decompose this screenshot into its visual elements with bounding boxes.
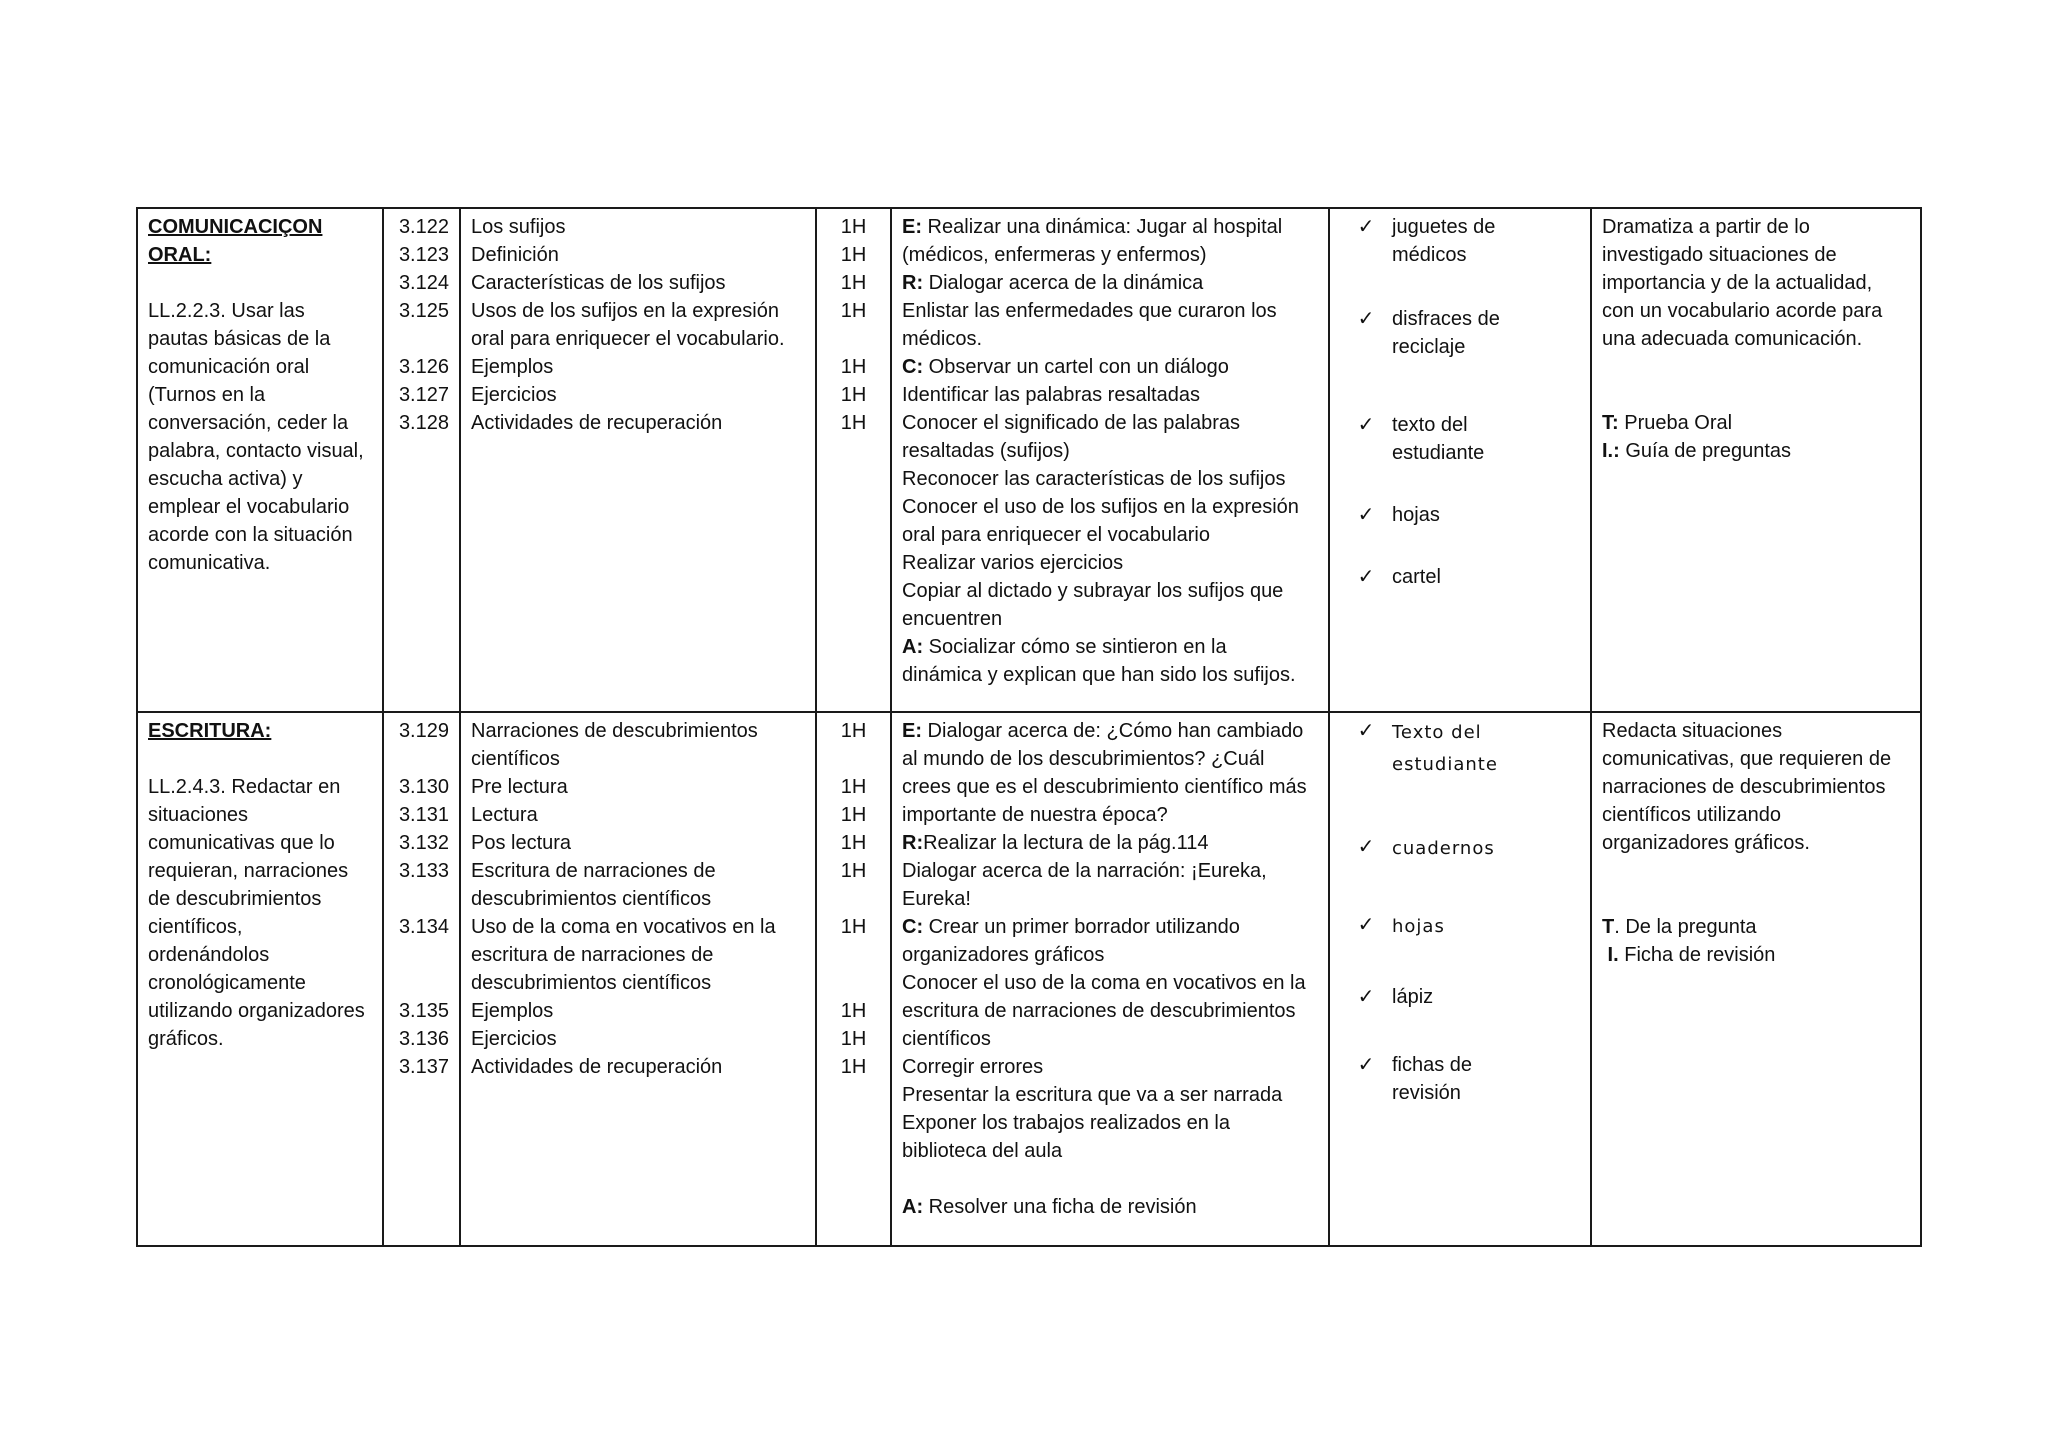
hours-value: 1H xyxy=(840,272,867,294)
planning-table xyxy=(136,207,1922,1247)
resource-text xyxy=(1392,833,1495,865)
evaluation-line xyxy=(1602,717,1910,745)
evaluation-text: comunicativas, que requieren de xyxy=(1602,748,1892,770)
evaluation-key: T xyxy=(1602,916,1615,938)
content-line: Lectura xyxy=(471,804,538,826)
content-line: descubrimientos científicos xyxy=(471,888,712,910)
hours-value: 1H xyxy=(840,412,867,434)
evaluation-text: organizadores gráficos. xyxy=(1602,832,1810,854)
skill-text-line: (Turnos en la xyxy=(148,384,266,406)
content-number xyxy=(394,745,449,773)
skill-text-line: de descubrimientos xyxy=(148,888,322,910)
content-number: 3.128 xyxy=(398,412,449,434)
activity-line xyxy=(902,913,1318,941)
activity-line xyxy=(902,773,1318,801)
resource-text xyxy=(1392,213,1495,269)
evaluation-text: científicos utilizando xyxy=(1602,804,1781,826)
resource-line: médicos xyxy=(1392,244,1467,266)
activity-line xyxy=(902,409,1318,437)
evaluation-line xyxy=(1602,297,1910,325)
content-number: 3.125 xyxy=(398,300,449,322)
resource-text xyxy=(1392,411,1484,467)
resource-line: disfraces de xyxy=(1392,308,1500,330)
resource-line: fichas de xyxy=(1392,1054,1473,1076)
skill-text-line: ordenándolos xyxy=(148,944,270,966)
evaluation-line xyxy=(1602,885,1910,913)
evaluation-key: I.: xyxy=(1602,440,1620,462)
hours-value: 1H xyxy=(840,1056,867,1078)
activity-text: Dialogar acerca de la dinámica xyxy=(923,272,1204,294)
skill-text-line: pautas básicas de la xyxy=(148,328,331,350)
content-number xyxy=(394,941,449,969)
evaluation-key: T: xyxy=(1602,412,1619,434)
content-number: 3.130 xyxy=(398,776,449,798)
check-icon: ✓ xyxy=(1357,1054,1375,1076)
hours-value: 1H xyxy=(840,804,867,826)
activity-text: Reconocer las características de los sufijos xyxy=(902,468,1286,490)
check-icon: ✓ xyxy=(1357,216,1375,238)
hours-value: 1H xyxy=(840,1028,867,1050)
numbers-cell xyxy=(383,712,460,1246)
content-number: 3.122 xyxy=(398,216,449,238)
activity-line xyxy=(902,997,1318,1025)
activity-line xyxy=(902,213,1318,241)
resource-item xyxy=(1340,305,1580,361)
content-number: 3.133 xyxy=(398,860,449,882)
check-icon: ✓ xyxy=(1357,986,1375,1008)
activity-phase-key: R: xyxy=(902,832,924,854)
content-line: Definición xyxy=(471,244,559,266)
activity-text: Realizar varios ejercicios xyxy=(902,552,1124,574)
activity-line xyxy=(902,437,1318,465)
activity-line xyxy=(902,269,1318,297)
skill-text-line: escucha activa) y xyxy=(148,468,303,490)
skill-text-line: LL.2.4.3. Redactar en xyxy=(148,776,341,798)
activity-text: encuentren xyxy=(902,608,1003,630)
evaluation-key: I. xyxy=(1602,944,1619,966)
hours-value xyxy=(827,325,880,353)
content-line: Usos de los sufijos en la expresión xyxy=(471,300,779,322)
skill-text-line: palabra, contacto visual, xyxy=(148,440,364,462)
skill-text-line: situaciones xyxy=(148,804,249,826)
activity-line xyxy=(902,661,1318,689)
activity-phase-key: E: xyxy=(902,720,922,742)
hours-value xyxy=(827,941,880,969)
activity-line xyxy=(902,577,1318,605)
evaluation-line xyxy=(1602,241,1910,269)
activity-phase-key: C: xyxy=(902,356,924,378)
activity-line xyxy=(902,745,1318,773)
evaluation-line xyxy=(1602,941,1910,969)
resource-item xyxy=(1340,213,1580,269)
content-number: 3.124 xyxy=(398,272,449,294)
activity-line xyxy=(902,1053,1318,1081)
resource-item xyxy=(1340,911,1580,943)
activity-line xyxy=(902,1109,1318,1137)
activity-line xyxy=(902,493,1318,521)
resource-text xyxy=(1392,1051,1472,1107)
hours-value: 1H xyxy=(840,216,867,238)
activity-line xyxy=(902,969,1318,997)
activity-text: científicos xyxy=(902,1028,991,1050)
activity-phase-key: A: xyxy=(902,1196,924,1218)
evaluation-line xyxy=(1602,913,1910,941)
skill-description xyxy=(148,773,372,1053)
evaluation-line xyxy=(1602,381,1910,409)
resource-line: cartel xyxy=(1392,566,1441,588)
content-line: Actividades de recuperación xyxy=(471,412,723,434)
resource-text xyxy=(1392,305,1500,361)
content-number xyxy=(394,885,449,913)
activity-text: Copiar al dictado y subrayar los sufijos que xyxy=(902,580,1284,602)
hours-value: 1H xyxy=(840,860,867,882)
activity-text: oral para enriquecer el vocabulario xyxy=(902,524,1210,546)
activity-line xyxy=(902,521,1318,549)
skill-text-line: LL.2.2.3. Usar las xyxy=(148,300,305,322)
activity-text: resaltadas (sufijos) xyxy=(902,440,1070,462)
hours-cell xyxy=(816,712,891,1246)
evaluation-line xyxy=(1602,773,1910,801)
activity-text: médicos. xyxy=(902,328,983,350)
resource-line: revisión xyxy=(1392,1082,1461,1104)
activity-text: Conocer el uso de la coma en vocativos en la xyxy=(902,972,1306,994)
evaluation-cell xyxy=(1591,712,1921,1246)
resource-line: reciclaje xyxy=(1392,336,1466,358)
resource-item xyxy=(1340,501,1580,529)
activity-text: organizadores gráficos xyxy=(902,944,1105,966)
check-icon: ✓ xyxy=(1357,414,1375,436)
hours-value: 1H xyxy=(840,300,867,322)
content-line: Ejercicios xyxy=(471,384,557,406)
activity-line xyxy=(902,633,1318,661)
evaluation-text: una adecuada comunicación. xyxy=(1602,328,1863,350)
evaluation-text: Redacta situaciones xyxy=(1602,720,1783,742)
resource-text xyxy=(1392,563,1441,591)
content-number: 3.123 xyxy=(398,244,449,266)
skill-cell xyxy=(137,712,383,1246)
activity-line xyxy=(902,353,1318,381)
table-row xyxy=(137,712,1921,1246)
activity-line xyxy=(902,549,1318,577)
hours-value: 1H xyxy=(840,384,867,406)
evaluation-text: importancia y de la actualidad, xyxy=(1602,272,1873,294)
content-line: Escritura de narraciones de xyxy=(471,860,716,882)
content-line: descubrimientos científicos xyxy=(471,972,712,994)
check-icon: ✓ xyxy=(1357,914,1375,936)
resource-line: hojas xyxy=(1392,916,1445,937)
hours-cell xyxy=(816,208,891,712)
activity-line xyxy=(902,381,1318,409)
contents-cell xyxy=(460,712,816,1246)
activity-line xyxy=(902,1165,1318,1193)
activities-cell xyxy=(891,208,1329,712)
evaluation-line xyxy=(1602,745,1910,773)
content-number: 3.137 xyxy=(398,1056,449,1078)
content-number xyxy=(394,969,449,997)
resource-item xyxy=(1340,833,1580,865)
content-line: Pos lectura xyxy=(471,832,572,854)
content-number: 3.136 xyxy=(398,1028,449,1050)
content-line: Características de los sufijos xyxy=(471,272,726,294)
activity-line xyxy=(902,941,1318,969)
activity-line xyxy=(902,857,1318,885)
activity-line xyxy=(902,605,1318,633)
resource-item xyxy=(1340,1051,1580,1107)
hours-value: 1H xyxy=(840,244,867,266)
resource-text xyxy=(1392,501,1440,529)
activity-text: Crear un primer borrador utilizando xyxy=(923,916,1240,938)
check-icon: ✓ xyxy=(1357,720,1375,742)
content-number: 3.132 xyxy=(398,832,449,854)
activity-text: crees que es el descubrimiento científico más xyxy=(902,776,1307,798)
activity-phase-key: R: xyxy=(902,272,924,294)
evaluation-line xyxy=(1602,801,1910,829)
evaluation-text: con un vocabulario acorde para xyxy=(1602,300,1883,322)
evaluation-text: narraciones de descubrimientos xyxy=(1602,776,1886,798)
skill-title xyxy=(148,717,372,745)
activity-text: Corregir errores xyxy=(902,1056,1044,1078)
activity-line xyxy=(902,1081,1318,1109)
skill-text-line: conversación, ceder la xyxy=(148,412,349,434)
activity-text: Conocer el significado de las palabras xyxy=(902,412,1240,434)
evaluation-text: Dramatiza a partir de lo xyxy=(1602,216,1810,238)
hours-value: 1H xyxy=(840,1000,867,1022)
activity-text: importante de nuestra época? xyxy=(902,804,1168,826)
skill-title-line: ESCRITURA: xyxy=(148,720,272,742)
evaluation-text: Prueba Oral xyxy=(1618,412,1733,434)
content-number: 3.129 xyxy=(398,720,449,742)
evaluation-text: . De la pregunta xyxy=(1614,916,1757,938)
skill-title xyxy=(148,213,372,269)
content-line: Narraciones de descubrimientos xyxy=(471,720,758,742)
skill-text-line: comunicación oral xyxy=(148,356,310,378)
evaluation-line xyxy=(1602,353,1910,381)
content-number: 3.131 xyxy=(398,804,449,826)
check-icon: ✓ xyxy=(1357,836,1375,858)
resource-item xyxy=(1340,411,1580,467)
activity-phase-key: C: xyxy=(902,916,924,938)
evaluation-text: investigado situaciones de xyxy=(1602,244,1837,266)
skill-text-line: requieran, narraciones xyxy=(148,860,349,882)
skill-text-line: cronológicamente xyxy=(148,972,306,994)
content-number: 3.126 xyxy=(398,356,449,378)
check-icon: ✓ xyxy=(1357,308,1375,330)
activity-text: Presentar la escritura que va a ser narrada xyxy=(902,1084,1283,1106)
hours-value xyxy=(827,885,880,913)
activities-cell xyxy=(891,712,1329,1246)
check-icon: ✓ xyxy=(1357,566,1375,588)
content-line: escritura de narraciones de xyxy=(471,944,714,966)
resource-text xyxy=(1392,911,1445,943)
activity-line xyxy=(902,325,1318,353)
activity-text: Observar un cartel con un diálogo xyxy=(923,356,1229,378)
numbers-cell xyxy=(383,208,460,712)
activity-text: Realizar una dinámica: Jugar al hospital xyxy=(922,216,1283,238)
resource-line: cuadernos xyxy=(1392,838,1495,859)
activity-line xyxy=(902,241,1318,269)
evaluation-line xyxy=(1602,437,1910,465)
resource-line: lápiz xyxy=(1392,986,1434,1008)
resource-item xyxy=(1340,717,1580,781)
activity-text: Eureka! xyxy=(902,888,971,910)
resource-line: texto del xyxy=(1392,414,1468,436)
activity-line xyxy=(902,885,1318,913)
skill-cell xyxy=(137,208,383,712)
contents-cell xyxy=(460,208,816,712)
content-number xyxy=(394,325,449,353)
activity-line xyxy=(902,1137,1318,1165)
resource-item xyxy=(1340,983,1580,1011)
skill-text-line: utilizando organizadores xyxy=(148,1000,365,1022)
check-icon: ✓ xyxy=(1357,504,1375,526)
evaluation-cell xyxy=(1591,208,1921,712)
activity-text: dinámica y explican que han sido los sufijos. xyxy=(902,664,1296,686)
activity-text: al mundo de los descubrimientos? ¿Cuál xyxy=(902,748,1265,770)
activity-text: Socializar cómo se sintieron en la xyxy=(923,636,1227,658)
activity-phase-key: E: xyxy=(902,216,922,238)
hours-value xyxy=(827,969,880,997)
skill-text-line: comunicativas que lo xyxy=(148,832,335,854)
content-line: Ejemplos xyxy=(471,1000,554,1022)
activity-phase-key: A: xyxy=(902,636,924,658)
content-line: oral para enriquecer el vocabulario. xyxy=(471,328,785,350)
content-number: 3.127 xyxy=(398,384,449,406)
activity-line xyxy=(902,717,1318,745)
activity-text: Realizar la lectura de la pág.114 xyxy=(923,832,1209,854)
evaluation-line xyxy=(1602,409,1910,437)
skill-text-line: comunicativa. xyxy=(148,552,271,574)
content-number: 3.135 xyxy=(398,1000,449,1022)
resources-cell xyxy=(1329,208,1591,712)
activity-line xyxy=(902,801,1318,829)
activity-text: Exponer los trabajos realizados en la xyxy=(902,1112,1230,1134)
hours-value: 1H xyxy=(840,776,867,798)
activity-text: Identificar las palabras resaltadas xyxy=(902,384,1200,406)
skill-title-line: ORAL: xyxy=(148,244,212,266)
evaluation-line xyxy=(1602,829,1910,857)
evaluation-line xyxy=(1602,325,1910,353)
skill-description xyxy=(148,297,372,577)
skill-text-line: científicos, xyxy=(148,916,243,938)
evaluation-text: Guía de preguntas xyxy=(1619,440,1792,462)
evaluation-line xyxy=(1602,269,1910,297)
content-line: Ejercicios xyxy=(471,1028,557,1050)
activity-line xyxy=(902,465,1318,493)
activity-line xyxy=(902,1193,1318,1221)
resources-cell xyxy=(1329,712,1591,1246)
resource-item xyxy=(1340,563,1580,591)
activity-text: (médicos, enfermeras y enfermos) xyxy=(902,244,1207,266)
skill-text-line: acorde con la situación xyxy=(148,524,353,546)
table-row xyxy=(137,208,1921,712)
activity-text: escritura de narraciones de descubrimientos xyxy=(902,1000,1296,1022)
content-line: Actividades de recuperación xyxy=(471,1056,723,1078)
activity-line xyxy=(902,829,1318,857)
activity-text: Dialogar acerca de la narración: ¡Eureka, xyxy=(902,860,1267,882)
resource-line: hojas xyxy=(1392,504,1440,526)
activity-line xyxy=(902,297,1318,325)
resource-text xyxy=(1392,983,1433,1011)
content-line: Uso de la coma en vocativos en la xyxy=(471,916,776,938)
hours-value: 1H xyxy=(840,356,867,378)
skill-text-line: emplear el vocabulario xyxy=(148,496,350,518)
activity-text: biblioteca del aula xyxy=(902,1140,1063,1162)
activity-text: Enlistar las enfermedades que curaron los xyxy=(902,300,1277,322)
skill-title-line: COMUNICACIÇON xyxy=(148,216,323,238)
resource-line: estudiante xyxy=(1392,442,1485,464)
resource-line: Texto del xyxy=(1392,722,1482,743)
content-line: Ejemplos xyxy=(471,356,554,378)
evaluation-line xyxy=(1602,857,1910,885)
hours-value: 1H xyxy=(840,720,867,742)
activity-line xyxy=(902,1025,1318,1053)
resource-line: estudiante xyxy=(1392,754,1498,775)
activity-text: Resolver una ficha de revisión xyxy=(923,1196,1197,1218)
hours-value xyxy=(827,745,880,773)
content-number: 3.134 xyxy=(398,916,449,938)
resource-text xyxy=(1392,717,1498,781)
skill-text-line: gráficos. xyxy=(148,1028,224,1050)
activity-text: Dialogar acerca de: ¿Cómo han cambiado xyxy=(922,720,1304,742)
hours-value: 1H xyxy=(840,832,867,854)
resource-line: juguetes de xyxy=(1392,216,1496,238)
content-line: Pre lectura xyxy=(471,776,568,798)
content-line: científicos xyxy=(471,748,560,770)
hours-value: 1H xyxy=(840,916,867,938)
evaluation-text: Ficha de revisión xyxy=(1618,944,1776,966)
activity-text: Conocer el uso de los sufijos en la expresión xyxy=(902,496,1299,518)
content-line: Los sufijos xyxy=(471,216,566,238)
evaluation-line xyxy=(1602,213,1910,241)
